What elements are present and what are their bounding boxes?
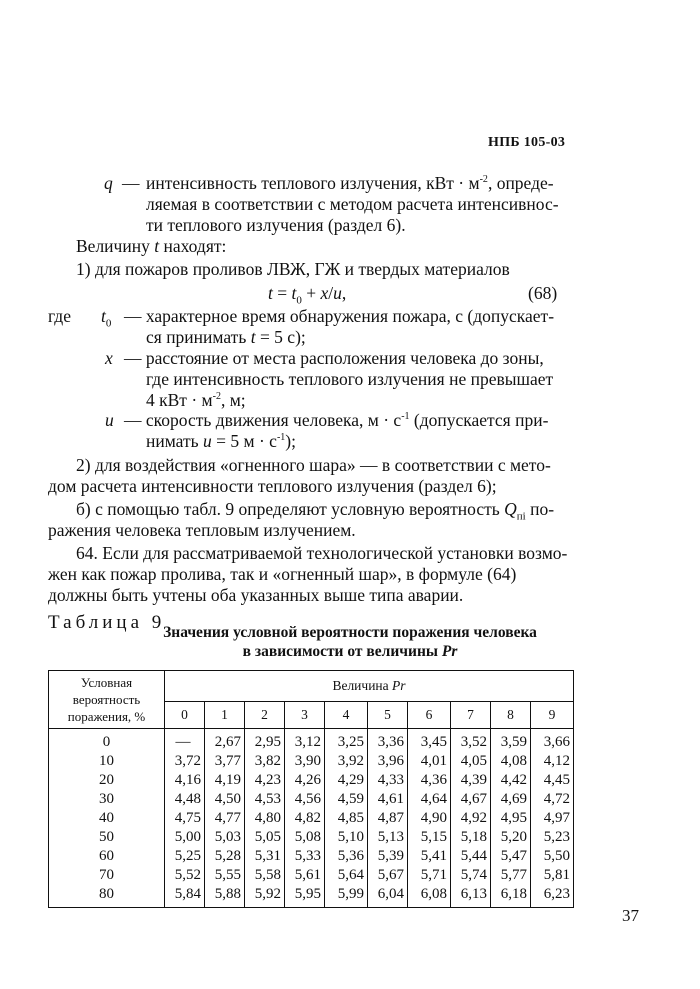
table-cell: 4,61 [368, 790, 408, 809]
column-header: 5 [368, 702, 408, 729]
table-cell: 5,95 [285, 885, 325, 908]
row-label-cell: 0 [49, 729, 165, 753]
x-symbol: x [105, 348, 113, 368]
table-row [49, 866, 574, 885]
table-label: Таблица 9 [48, 612, 166, 633]
row-header: Условная вероятность поражения, % [49, 671, 165, 729]
table-cell: 3,45 [408, 729, 451, 753]
table-cell: 4,64 [408, 790, 451, 809]
table-cell: 3,66 [531, 729, 574, 753]
table-cell: 5,05 [245, 828, 285, 847]
table-cell: 4,29 [325, 771, 368, 790]
table-cell: 4,53 [245, 790, 285, 809]
table-cell: 5,88 [205, 885, 245, 908]
t-intro: Величину t находят: [76, 236, 227, 256]
table-cell: 5,33 [285, 847, 325, 866]
column-header: 2 [245, 702, 285, 729]
table-caption-line2: в зависимости от величины Pr [242, 643, 458, 660]
table-cell: 6,18 [491, 885, 531, 908]
table-cell: 5,23 [531, 828, 574, 847]
table-cell: 4,23 [245, 771, 285, 790]
table-cell: 4,67 [451, 790, 491, 809]
table-cell: 4,33 [368, 771, 408, 790]
u-symbol: u [105, 410, 114, 430]
row-label-cell: 80 [49, 885, 165, 908]
formula-68: $t = t_0 + x/u$, [268, 283, 347, 307]
q-symbol: q [104, 173, 113, 193]
table-row [49, 752, 574, 771]
table-row [49, 847, 574, 866]
case-2-line1: 2) для воздействия «огненного шара» — в соответствии с мето- [76, 455, 551, 475]
table-cell: 5,47 [491, 847, 531, 866]
where-label: где [48, 306, 71, 326]
table-cell: 5,61 [285, 866, 325, 885]
document-code-header: НПБ 105-03 [488, 135, 566, 150]
x-definition-line1: — расстояние от места расположения человека до зоны, [124, 348, 544, 368]
table-cell: 6,13 [451, 885, 491, 908]
table-cell: 4,75 [165, 809, 205, 828]
table-cell: 5,08 [285, 828, 325, 847]
item-64-line3: должны быть учтены оба указанных выше типа аварии. [48, 585, 464, 605]
u-definition-line2: нимать u = 5 $м \cdot с^{-1}$); [146, 431, 296, 451]
table-cell: 4,80 [245, 809, 285, 828]
column-header: 4 [325, 702, 368, 729]
table-cell: 5,71 [408, 866, 451, 885]
table-cell: 4,95 [491, 809, 531, 828]
table-cell: 4,59 [325, 790, 368, 809]
table-cell: 4,97 [531, 809, 574, 828]
formula-number: (68) [528, 283, 558, 303]
table-cell: 5,50 [531, 847, 574, 866]
probability-table [48, 670, 574, 908]
table-cell: 5,67 [368, 866, 408, 885]
table-cell: 3,25 [325, 729, 368, 753]
table-cell: 4,72 [531, 790, 574, 809]
table-cell: — [165, 729, 205, 753]
table-row [49, 771, 574, 790]
column-header: 0 [165, 702, 205, 729]
case-1-text: 1) для пожаров проливов ЛВЖ, ГЖ и твердых материалов [76, 259, 510, 279]
table-cell: 4,42 [491, 771, 531, 790]
table-caption-line1: Значения условной вероятности поражения человека [163, 624, 537, 641]
table-cell: 3,59 [491, 729, 531, 753]
table-cell: 4,01 [408, 752, 451, 771]
row-label-cell: 20 [49, 771, 165, 790]
table-cell: 4,90 [408, 809, 451, 828]
case-2-line2: дом расчета интенсивности теплового излучения (раздел 6); [48, 476, 497, 496]
column-header: 7 [451, 702, 491, 729]
table-cell: 5,44 [451, 847, 491, 866]
q-dash: — [122, 173, 140, 193]
table-cell: 5,28 [205, 847, 245, 866]
column-header: 6 [408, 702, 451, 729]
table-cell: 4,92 [451, 809, 491, 828]
table-cell: 4,19 [205, 771, 245, 790]
x-definition-line3: 4 кВт · $м^{-2}$, м; [146, 390, 246, 410]
table-cell: 4,87 [368, 809, 408, 828]
table-cell: 3,77 [205, 752, 245, 771]
table-cell: 5,39 [368, 847, 408, 866]
table-cell: 5,18 [451, 828, 491, 847]
row-label-cell: 40 [49, 809, 165, 828]
table-cell: 3,12 [285, 729, 325, 753]
item-64-line1: 64. Если для рассматриваемой технологической установки возмо- [76, 543, 568, 563]
step-b-line1: б) с помощью табл. 9 определяют условную вероятность $Q_{пi}$ по- [76, 499, 555, 523]
table-row [49, 828, 574, 847]
t0-symbol: $t_0$ [101, 306, 112, 330]
x-definition-line2: где интенсивность теплового излучения не превышает [146, 369, 554, 389]
table-cell: 4,45 [531, 771, 574, 790]
table-cell: 3,90 [285, 752, 325, 771]
table-cell: 4,36 [408, 771, 451, 790]
table-cell: 5,00 [165, 828, 205, 847]
table-cell: 5,81 [531, 866, 574, 885]
table-cell: 4,85 [325, 809, 368, 828]
table-row [49, 790, 574, 809]
table-cell: 5,25 [165, 847, 205, 866]
table-cell: 3,52 [451, 729, 491, 753]
table-cell: 2,67 [205, 729, 245, 753]
table-row [49, 809, 574, 828]
table-cell: 2,95 [245, 729, 285, 753]
t0-definition-line2: ся принимать t = 5 с); [146, 327, 306, 347]
table-cell: 5,03 [205, 828, 245, 847]
table-cell: 4,05 [451, 752, 491, 771]
table-cell: 6,23 [531, 885, 574, 908]
t0-definition-line1: — характерное время обнаружения пожара, с (допускает- [124, 306, 555, 326]
table-cell: 6,04 [368, 885, 408, 908]
row-label-cell: 50 [49, 828, 165, 847]
item-64-line2: жен как пожар пролива, так и «огненный шар», в формуле (64) [48, 564, 517, 584]
row-label-cell: 70 [49, 866, 165, 885]
table-cell: 3,72 [165, 752, 205, 771]
q-definition-line1: интенсивность теплового излучения, кВт · $м^{-2}$, опреде- [146, 173, 554, 193]
table-cell: 4,82 [285, 809, 325, 828]
q-definition-line3: ти теплового излучения (раздел 6). [146, 215, 406, 235]
table-cell: 4,08 [491, 752, 531, 771]
table-cell: 5,58 [245, 866, 285, 885]
table-cell: 5,31 [245, 847, 285, 866]
table-cell: 4,12 [531, 752, 574, 771]
table-cell: 5,77 [491, 866, 531, 885]
row-label-cell: 10 [49, 752, 165, 771]
table-cell: 6,08 [408, 885, 451, 908]
table-row [49, 729, 574, 753]
table-cell: 3,96 [368, 752, 408, 771]
column-header: 9 [531, 702, 574, 729]
step-b-line2: ражения человека тепловым излучением. [48, 520, 356, 540]
row-label-cell: 30 [49, 790, 165, 809]
u-definition-line1: — скорость движения человека, $м \cdot с^{-1}$ (допускается при- [124, 410, 549, 430]
table-cell: 4,48 [165, 790, 205, 809]
table-cell: 5,92 [245, 885, 285, 908]
table-cell: 5,15 [408, 828, 451, 847]
table-cell: 5,99 [325, 885, 368, 908]
column-group-header: Величина Pr [165, 671, 574, 702]
page-number: 37 [622, 906, 639, 925]
table-cell: 4,39 [451, 771, 491, 790]
table-cell: 5,10 [325, 828, 368, 847]
table-cell: 4,56 [285, 790, 325, 809]
q-definition-line2: ляемая в соответствии с методом расчета интенсивнос- [146, 194, 559, 214]
table-cell: 5,36 [325, 847, 368, 866]
table-cell: 4,69 [491, 790, 531, 809]
table-cell: 3,36 [368, 729, 408, 753]
column-header: 8 [491, 702, 531, 729]
table-cell: 4,50 [205, 790, 245, 809]
table-cell: 5,84 [165, 885, 205, 908]
table-cell: 4,77 [205, 809, 245, 828]
table-cell: 5,20 [491, 828, 531, 847]
table-cell: 3,92 [325, 752, 368, 771]
table-cell: 5,55 [205, 866, 245, 885]
column-header: 3 [285, 702, 325, 729]
table-row [49, 885, 574, 908]
table-cell: 5,13 [368, 828, 408, 847]
table-cell: 4,26 [285, 771, 325, 790]
table-cell: 4,16 [165, 771, 205, 790]
column-header: 1 [205, 702, 245, 729]
table-cell: 5,41 [408, 847, 451, 866]
table-cell: 5,52 [165, 866, 205, 885]
table-cell: 5,74 [451, 866, 491, 885]
row-label-cell: 60 [49, 847, 165, 866]
table-cell: 3,82 [245, 752, 285, 771]
table-cell: 5,64 [325, 866, 368, 885]
